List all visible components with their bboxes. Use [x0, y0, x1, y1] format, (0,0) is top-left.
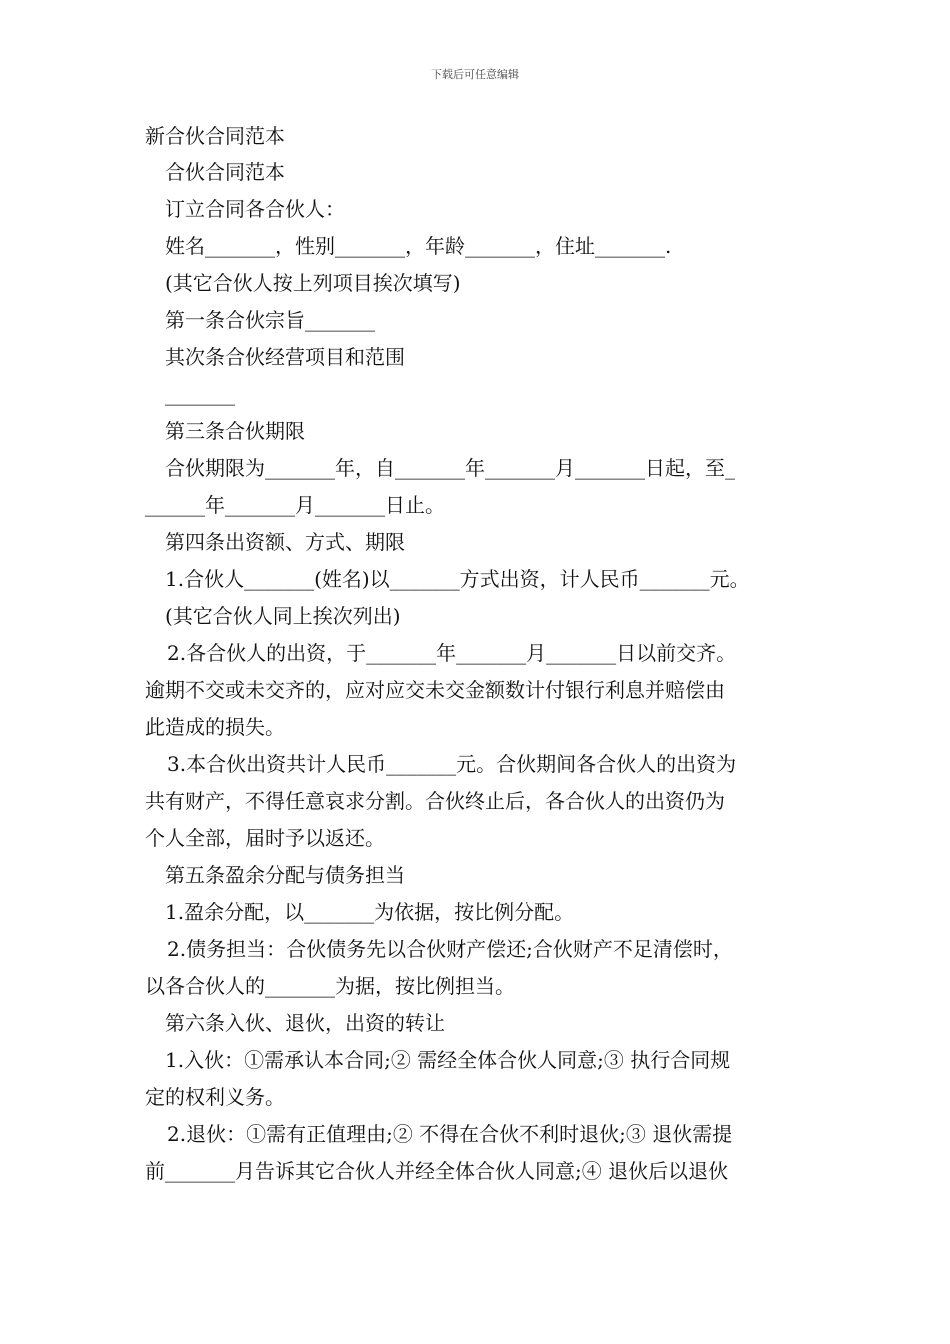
doc-line: 2.债务担当：合伙债务先以合伙财产偿还;合伙财产不足清偿时， [167, 937, 733, 961]
doc-line: 第六条入伙、退伙，出资的转让 [165, 1011, 445, 1035]
page-header: 下载后可任意编辑 [431, 68, 519, 81]
doc-line: 定的权利义务。 [145, 1085, 285, 1109]
doc-line: 订立合同各合伙人： [165, 197, 345, 221]
doc-line: (其它合伙人按上列项目挨次填写) [165, 271, 461, 295]
doc-line: 逾期不交或未交齐的，应对应交未交金额数计付银行利息并赔偿由 [145, 678, 725, 702]
doc-line: 3.本合伙出资共计人民币_______元。合伙期间各合伙人的出资为 [167, 752, 737, 776]
doc-line: 共有财产，不得任意哀求分割。合伙终止后，各合伙人的出资仍为 [145, 789, 725, 813]
doc-line: 合伙期限为_______年，自_______年_______月_______日起，至_ [165, 456, 735, 480]
doc-line: (其它合伙人同上挨次列出) [165, 604, 401, 628]
doc-line: 第五条盈余分配与债务担当 [165, 863, 405, 887]
doc-line: 2.退伙：①需有正值理由;② 不得在合伙不利时退伙;③ 退伙需提 [167, 1122, 733, 1146]
doc-line: 2.各合伙人的出资，于_______年_______月_______日以前交齐。 [167, 641, 737, 665]
doc-line: 第四条出资额、方式、期限 [165, 530, 405, 554]
doc-line: 前_______月告诉其它合伙人并经全体合伙人同意;④ 退伙后以退伙 [145, 1159, 729, 1183]
doc-line: 以各合伙人的_______为据，按比例担当。 [145, 974, 515, 998]
doc-line: 第一条合伙宗旨_______ [165, 308, 375, 332]
document-title: 新合伙合同范本 [145, 124, 285, 148]
document-body [145, 118, 810, 1190]
doc-line: 1.合伙人_______(姓名)以_______方式出资，计人民币_______元。 [165, 567, 750, 591]
doc-line: ______年_______月_______日止。 [145, 493, 445, 517]
doc-line: 1.入伙：①需承认本合同;② 需经全体合伙人同意;③ 执行合同规 [165, 1048, 731, 1072]
doc-line: 第三条合伙期限 [165, 419, 305, 443]
doc-line: 姓名_______，性别_______，年龄_______，住址_______. [165, 234, 672, 258]
doc-line: 1.盈余分配，以_______为依据，按比例分配。 [165, 900, 575, 924]
doc-line: _______ [165, 382, 235, 406]
doc-line: 个人全部，届时予以返还。 [145, 826, 385, 850]
doc-line: 其次条合伙经营项目和范围 [165, 345, 405, 369]
doc-line: 合伙合同范本 [165, 160, 285, 184]
doc-line: 此造成的损失。 [145, 715, 285, 739]
